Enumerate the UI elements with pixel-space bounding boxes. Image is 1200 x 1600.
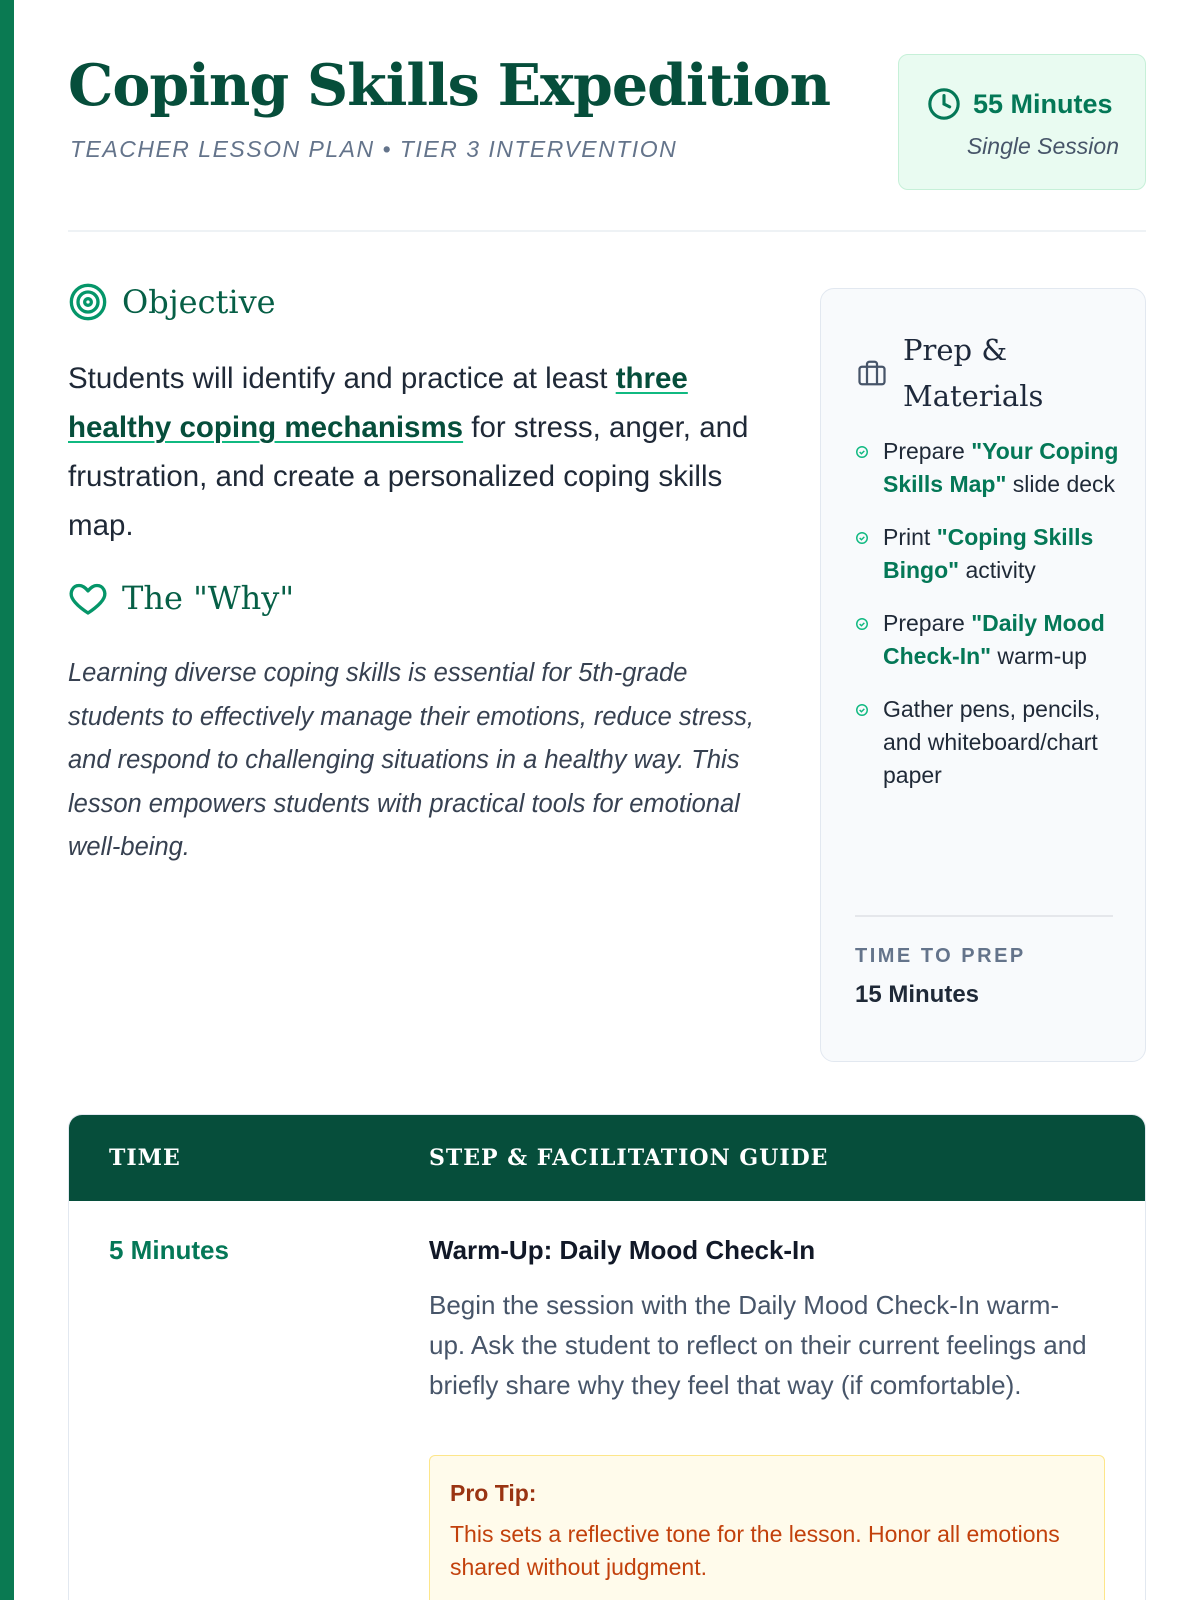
- heart-icon: [68, 578, 108, 618]
- row-step-title: Warm-Up: Daily Mood Check-In: [429, 1235, 816, 1265]
- prep-item: [855, 435, 1125, 501]
- prep-divider: [855, 915, 1113, 917]
- lesson-plan-page: [68, 0, 1146, 1072]
- duration-value: 55 Minutes: [973, 88, 1113, 119]
- check-circle-icon: [855, 445, 869, 459]
- row-step-description: Begin the session with the Daily Mood Check-In warm-up. Ask the student to reflect on their current feelings and briefly share why they feel that way (if comfortable).: [429, 1290, 1087, 1400]
- pro-tip-text: This sets a reflective tone for the lesson. Honor all emotions shared without judgment.: [450, 1521, 1060, 1580]
- check-circle-icon: [855, 617, 869, 631]
- prep-time-label: TIME TO PREP: [855, 945, 1026, 967]
- prep-item-text: Prepare: [883, 610, 972, 636]
- check-circle-icon: [855, 703, 869, 717]
- why-text: Learning diverse coping skills is essential for 5th-grade students to effectively manage their emotions, reduce stress, and respond to challenging situations in a healthy way. This lesson empowers students with practical tools for emotional well-being.: [68, 659, 755, 861]
- objective-text: [68, 354, 778, 550]
- page-header: [68, 0, 1146, 232]
- prep-item-text: Prepare: [883, 438, 972, 464]
- row-time: 5 Minutes: [109, 1235, 229, 1265]
- facilitation-table: [68, 1114, 1146, 1600]
- pro-tip-title: Pro Tip:: [450, 1480, 537, 1506]
- column-header-time: TIME: [109, 1145, 181, 1171]
- page-subtitle: TEACHER LESSON PLAN • TIER 3 INTERVENTION: [70, 136, 678, 162]
- prep-time-value: 15 Minutes: [855, 981, 980, 1008]
- prep-item-text-end: activity: [959, 557, 1036, 583]
- prep-item-text-end: warm-up: [991, 643, 1087, 669]
- objective-text-start: Students will identify and practice at least: [68, 362, 616, 395]
- overview-section: [68, 232, 1146, 1072]
- clock-icon: [927, 87, 961, 121]
- objective-text-end: for stress, anger, and frustration, and create a personalized coping skills map.: [68, 411, 749, 542]
- duration-row: [927, 87, 1113, 121]
- prep-item: [855, 607, 1125, 673]
- why-heading-label: The "Why": [122, 579, 295, 617]
- prep-item-highlight: "Your Coping Skills Map": [883, 438, 1119, 497]
- prep-item-text: Print: [883, 524, 937, 550]
- prep-title-row: [857, 327, 1083, 419]
- prep-item-highlight: "Coping Skills Bingo": [883, 524, 1094, 583]
- prep-item-text: Gather pens, pencils, and whiteboard/chart paper: [883, 696, 1101, 788]
- why-heading: [68, 578, 294, 618]
- prep-item: [855, 693, 1125, 792]
- accent-side-bar: [0, 0, 14, 1600]
- prep-materials-card: [820, 288, 1146, 1062]
- table-header-row: [69, 1115, 1145, 1201]
- duration-session-type: Single Session: [966, 133, 1119, 159]
- objective-heading-label: Objective: [122, 283, 276, 321]
- prep-item-text-end: slide deck: [1006, 471, 1116, 497]
- target-icon: [68, 282, 108, 322]
- duration-card: [898, 54, 1146, 190]
- check-circle-icon: [855, 531, 869, 545]
- column-header-step: STEP & FACILITATION GUIDE: [429, 1145, 829, 1171]
- prep-title: Prep & Materials: [903, 333, 1044, 413]
- objective-emphasis: three healthy coping mechanisms: [68, 362, 688, 444]
- prep-item: [855, 521, 1125, 587]
- page-title: Coping Skills Expedition: [68, 52, 831, 119]
- briefcase-icon: [857, 358, 887, 388]
- objective-heading: [68, 282, 276, 322]
- prep-item-highlight: "Daily Mood Check-In": [883, 610, 1105, 669]
- pro-tip-box: [429, 1455, 1105, 1600]
- prep-list: [855, 435, 1125, 812]
